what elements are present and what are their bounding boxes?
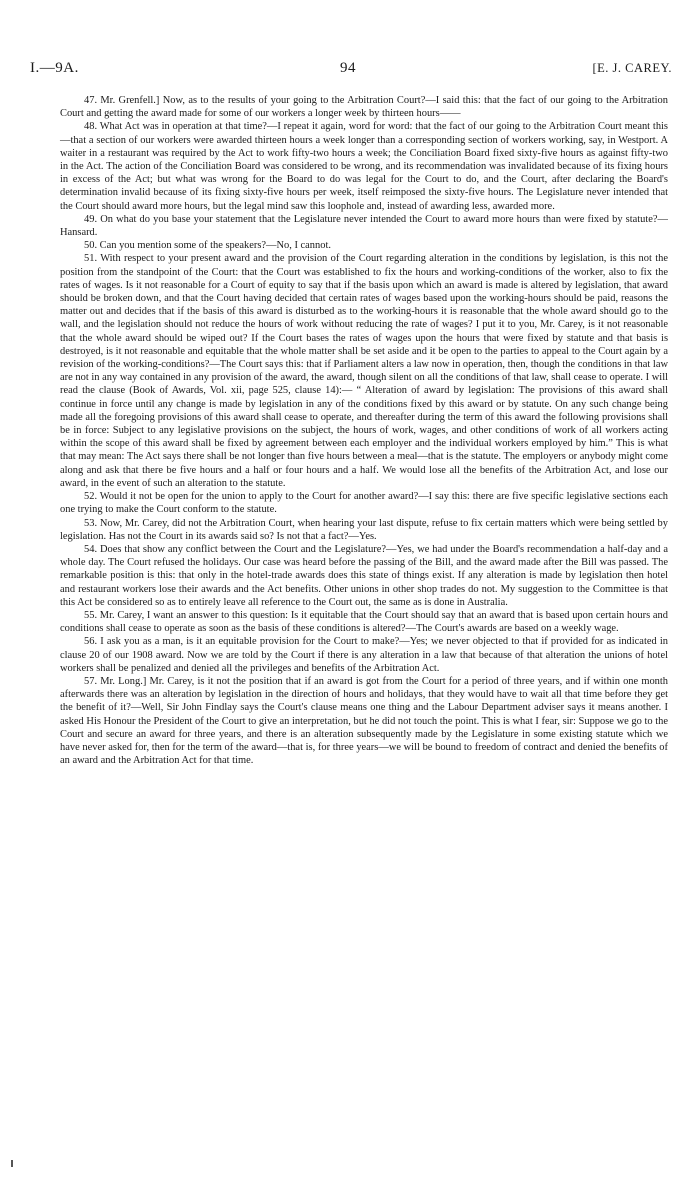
margin-mark bbox=[11, 1160, 13, 1167]
paragraph-56: 56. I ask you as a man, is it an equitable provision for the Court to make?—Yes; we never objected to that if provided for as indicated in clause 20 of our 1908 award. Now we are told by the Court if there is any alteration in a law that because of that alteration the unions of hotel workers shall be penalized and denied all the privileges and benefits of the Arbitration Act. bbox=[60, 636, 668, 674]
paragraph-55: 55. Mr. Carey, I want an answer to this question: Is it equitable that the Court should say that an award that is based upon certain hours and conditions shall cease to operate as soon as the basis of these conditions is altered?—The Court's awards are based on a weekly wage. bbox=[60, 609, 668, 635]
document-body bbox=[60, 94, 668, 767]
paragraph-50: 50. Can you mention some of the speakers?—No, I cannot. bbox=[84, 240, 331, 252]
paragraph-47: 47. Mr. Grenfell.] Now, as to the results of your going to the Arbitration Court?—I said this: that the fact of our going to the Arbitration Court and getting the award made for some of our workers a longer week by thirteen hours—— bbox=[60, 95, 668, 120]
paragraph-49: 49. On what do you base your statement that the Legislature never intended the Court to award more hours than were fixed by statute?—Hansard. bbox=[60, 213, 668, 239]
paragraph-52: 52. Would it not be open for the union to apply to the Court for another award?—I say this: there are five specific legislative sections each one trying to make the Court conform to the statute. bbox=[60, 491, 668, 516]
paragraph-51: 51. With respect to your present award and the provision of the Court regarding alteration in the conditions by legislation, is this not the position from the standpoint of the Court: that the Court was established to fix the hours and working-conditions of the worker, also to fix the rates of wages. Is it not reasonable for a Court of equity to say that if the basis upon which an award is made is altered by legislation, that award should be broken down, and that the Court having decided that certain rates of wages based upon the working-hours should be paid, reasons the matter out and decides that if the basis of this award is disturbed as to the working-hours it is reasonable that the whole award should go to the wall, and the legislation should not reduce the hours of work without reducing the rate of wages? I put it to you, Mr. Carey, is it not reasonable that the whole award should be wiped out? If the Court bases the rates of wages upon the hours that were fixed by statute and that basis is destroyed, is it not reasonable and equitable that the whole matter shall be set aside and it be open to the parties to appeal to the Court again by a revision of the working-conditions?—The Court says this: that if Parliament alters a law now in operation, then, though the conditions in that law are not in any way contained in any provision of the award, the award, though silent on all the conditions of that law, shall cease to operate. I will read the clause (Book of Awards, Vol. xii, page 525, clause 14):— “ Alteration of award by legislation: The provisions of this award shall continue in force until any change is made by legislation in any of the conditions fixed by this award or by statute. On any such change being made all the foregoing provisions of this award shall cease to operate, and thereafter during the term of this award the following provisions shall be in force: Subject to any legislative provisions on the subject, the hours of work, wages, and other conditions of work of all workers acting within the scope of this award shall be fixed by agreement between each employer and the individual workers employed by him.” This is what that may mean: The Act says there shall be not longer than five hours between a meal—that is the statute. The employers or anybody might come along and ask that there be five hours and a half or four hours and a half. We would lose all the benefits of the Arbitration Act, and lose our award, in the event of such an alteration to the statute. bbox=[60, 253, 668, 489]
paragraph-48: 48. What Act was in operation at that time?—I repeat it again, word for word: that the fact of our going to the Arbitration Court meant this—that a section of our workers were awarded thirteen hours a week longer than a corresponding section of workers working, say, in Westport. A waiter in a restaurant was required by the Act to work fifty-two hours a week; the Conciliation Board fixed sixty-five hours as against fifty-two in the Act. The action of the Conciliation Board was considered to be wrong, and its recommendation was invalidated because of its fixing hours in excess of the Act; but what was wrong for the Board to do was legal for the Court to do, and the Court, after declaring the Board's determination invalid because of its fixing sixty-five hours per week, itself reimposed the sixty-five hours. The Legislature never intended that the Court should award more hours, but the legal mind saw this loophole and, instead of awarding less, awarded more. bbox=[60, 121, 668, 212]
paragraph-57: 57. Mr. Long.] Mr. Carey, is it not the position that if an award is got from the Court for a period of three years, and if within one month afterwards there was an alteration by legislation in the direction of hours and holidays, that they would have to wait all that time before they get the benefit of it?—Well, Sir John Findlay says the Court's clause means one thing and the Labour Department adviser says it means another. I asked His Honour the President of the Court to give an interpretation, but he did not touch the point. This is what I fear, sir: Suppose we go to the Court and secure an award for three years, and there is an alteration subsequently made by the Legislature in some existing statute which we have never asked for, then for the term of the award—that is, for three years—we will be bound to freedom of contract and denied the benefits of an award and the Arbitration Act for that time. bbox=[60, 675, 668, 767]
page-number: 94 bbox=[340, 60, 356, 76]
page-header bbox=[30, 60, 672, 80]
document-reference: I.—9A. bbox=[30, 60, 79, 76]
paragraph-53: 53. Now, Mr. Carey, did not the Arbitration Court, when hearing your last dispute, refuse to fix certain matters which were being settled by legislation. Has not the Court in its awards said so? Is not that a fact?—Yes. bbox=[60, 517, 668, 542]
witness-name: [E. J. CAREY. bbox=[592, 61, 672, 75]
paragraph-54: 54. Does that show any conflict between the Court and the Legislature?—Yes, we had under the Board's recommendation a half-day and a whole day. The Court refused the holidays. Our case was heard before the passing of the Bill, and the award made after the Bill was passed. The remarkable position is this: that only in the hotel-trade awards does this state of things exist. If any alteration is made by legislation then hotel and restaurant workers lose their awards and the Act benefits. Other unions in other shop trades do not. My suggestion to the Committee is that this Act be considered so as to entirely leave all reference to the Court out, the same as is done in Australia. bbox=[60, 543, 668, 608]
